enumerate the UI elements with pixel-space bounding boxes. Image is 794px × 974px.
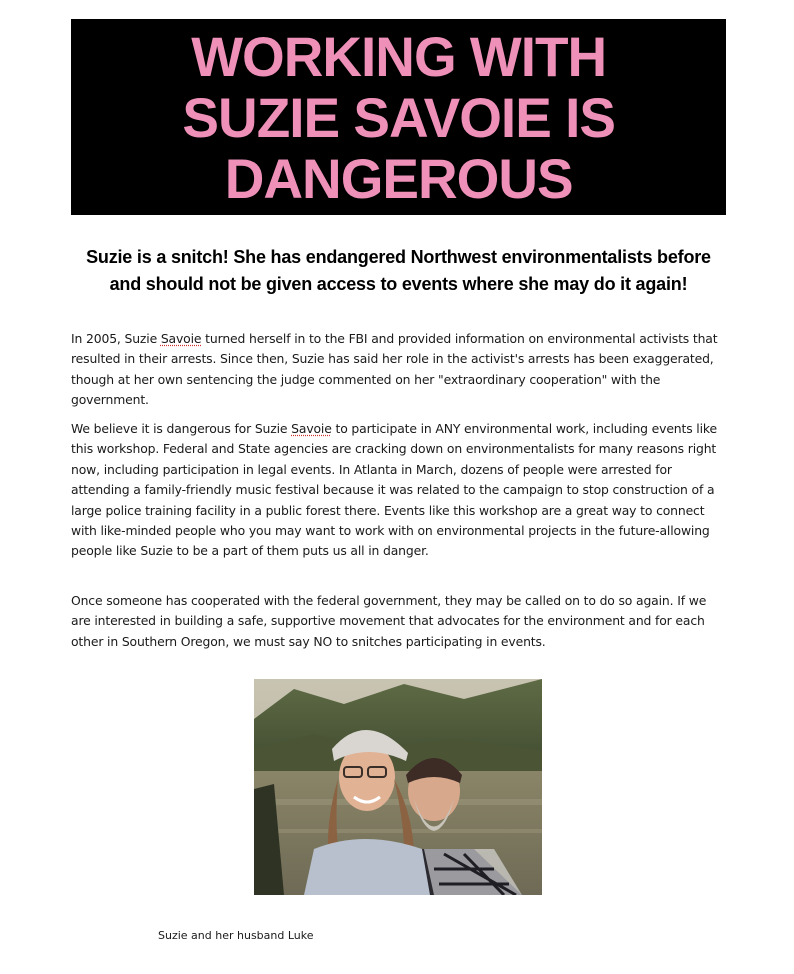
paragraph-1-end: turned herself in to the FBI and provided information on environmental activists that resulted in their arrests. Since then, Suzie has said her role in the activist's arrests has been exaggerated, though at her own sentencing the judge commented on her "extraordinary cooperation" with the government. [71,331,718,408]
paragraph-1 [71,329,726,411]
paragraph-2-end: to participate in ANY environmental work, including events like this workshop. Federal and State agencies are cracking down on environmentalists for many reasons right now, including participation in legal events. In Atlanta in March, dozens of people were arrested for attending a family-friendly music festival because it was related to the campaign to stop construction of a large police training facility in a public forest there. Events like this workshop are a great way to connect with like-minded people who you may want to work with on environmental projects in the future-allowing people like Suzie to be a part of them puts us all in danger. [71,421,717,559]
title-banner [71,19,726,215]
paragraph-2 [71,419,726,562]
subheading: Suzie is a snitch! She has endangered Northwest environmentalists before and should not be given access to events where she may do it again! [86,247,711,294]
paragraph-2-flagged-word: Savoie [291,421,332,436]
paragraph-1-flagged-word: Savoie [160,331,202,346]
photo-illustration [254,679,542,895]
paragraph-3: Once someone has cooperated with the federal government, they may be called on to do so again. If we are interested in building a safe, supportive movement that advocates for the environment and for each other in Southern Oregon, we must say NO to snitches participating in events. [71,593,707,649]
paragraph-2-start: We believe it is dangerous for Suzie [71,421,292,436]
photo-caption: Suzie and her husband Luke [158,929,314,942]
banner-title: WORKING WITH SUZIE SAVOIE IS DANGEROUS [182,24,615,210]
paragraph-1-start: In 2005, Suzie [71,331,161,346]
photo [254,679,542,895]
